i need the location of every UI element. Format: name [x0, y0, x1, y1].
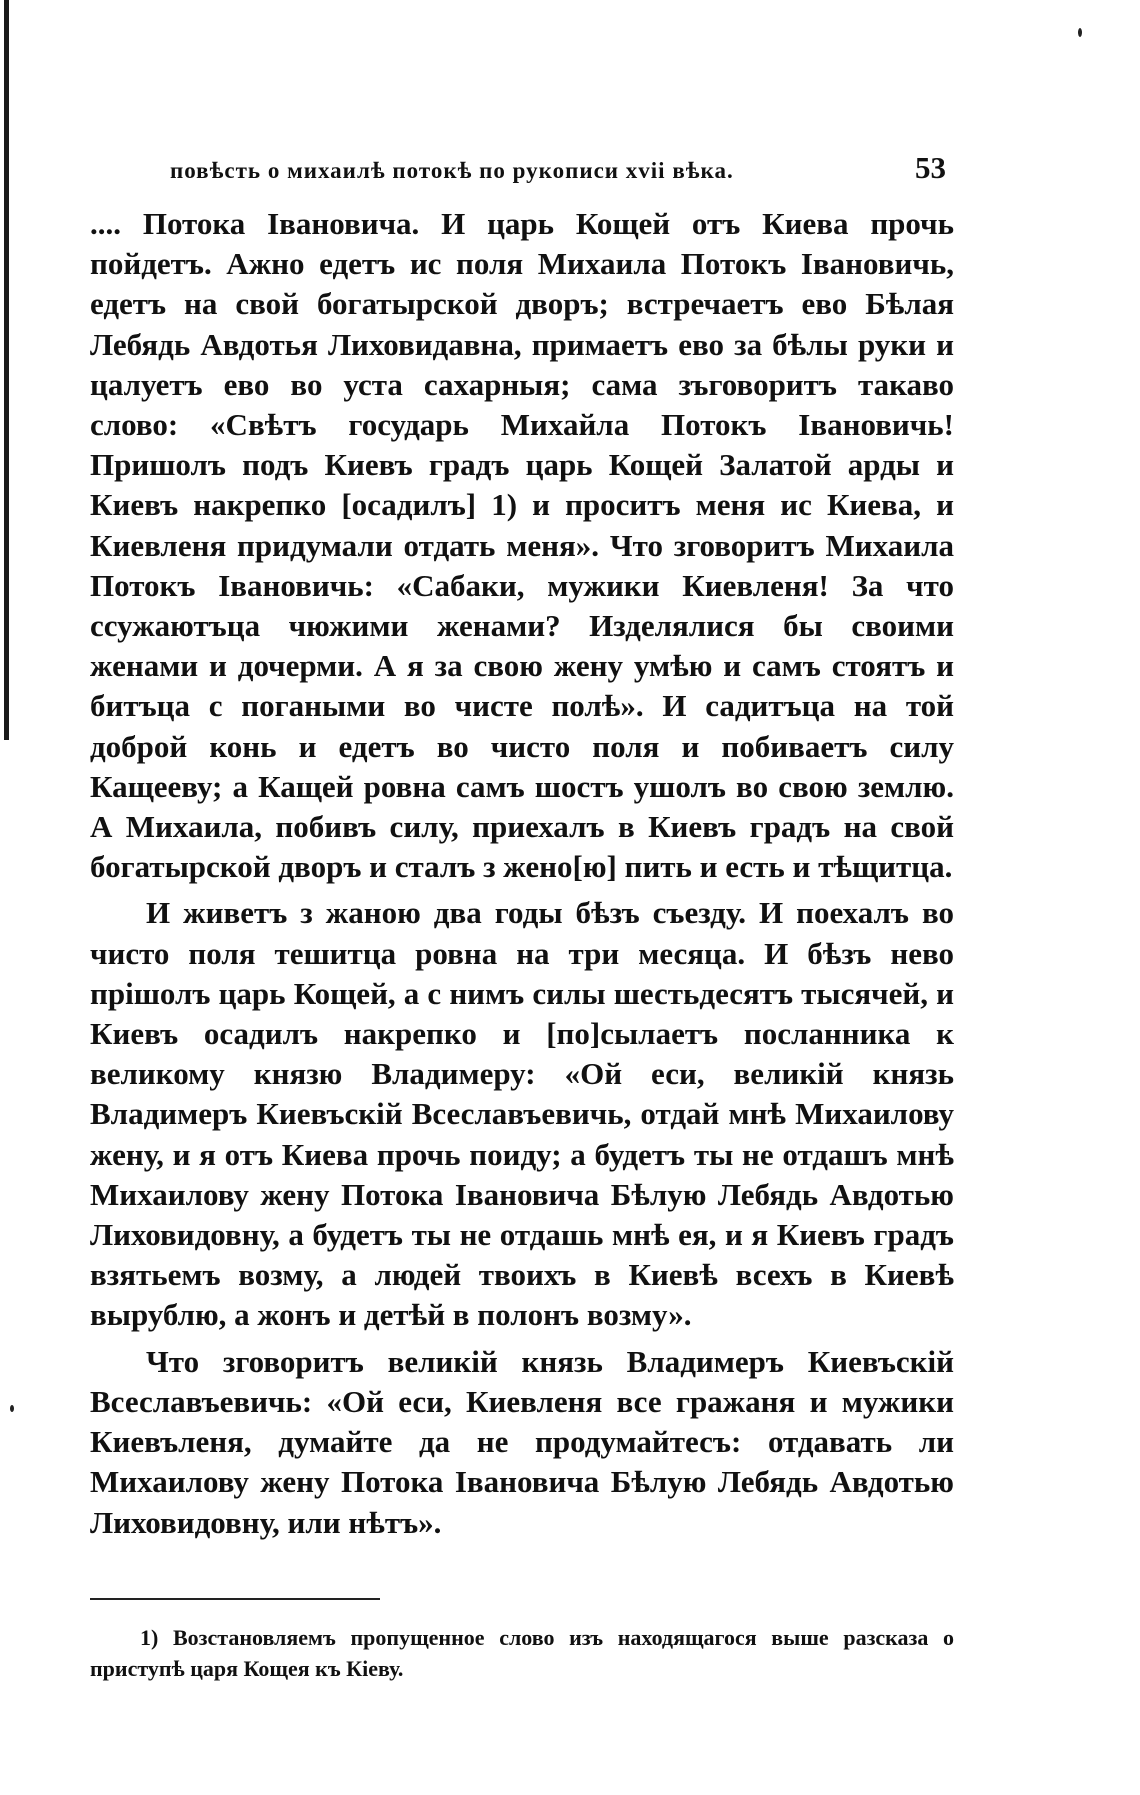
footnote: 1) Возстановляемъ пропущенное слово изъ находящагося выше разсказа о приступѣ царя Кощея къ Кіеву. [90, 1624, 954, 1681]
footnote-divider [90, 1598, 380, 1600]
main-text [90, 204, 954, 1543]
scan-speck [10, 1405, 14, 1412]
paragraph: Что зговоритъ великій князь Владимеръ Киевъскій Всеславъевичь: «Ой еси, Киевленя все гражаня и мужики Киевъленя, думайте да не продумайтесъ: отдавать ли Михаилову жену Потока Івановича Бѣлую Лебядь Авдотью Лиховидовну, или нѣтъ». [90, 1343, 954, 1540]
paragraph: .... Потока Івановича. И царь Кощей отъ Киева прочь пойдетъ. Ажно едетъ ис поля Михаила Потокъ Івановичь, едетъ на свой богатырской дворъ; встречаетъ ево Бѣлая Лебядь Авдотья Лиховидавна, примаетъ ево за бѣлы руки и цалуетъ ево во уста сахарныя; сама зъговоритъ такаво слово: «Свѣтъ государь Михайла Потокъ Івановичь! Пришолъ подъ Киевъ градъ царь Кощей Залатой арды и Киевъ накрепко [осадилъ] 1) и проситъ меня ис Киева, и Киевленя придумали отдать меня». Что зговоритъ Михаила Потокъ Івановичь: «Сабаки, мужики Киевленя! За что ссужаютъца чюжими женами? Изделялися бы своими женами и дочерми. А я за свою жену умѣю и самъ стоятъ и битъца с погаными во чисте полѣ». И садитъца на той доброй конь и едетъ во чисто поля и побиваетъ силу Кащееву; а Кащей ровна самъ шостъ ушолъ во свою землю. А Михаила, побивъ силу, приехалъ в Киевъ градъ на свой богатырской дворъ и сталъ з жено[ю] пить и есть и тѣщитца. [90, 206, 954, 885]
running-header [170, 150, 954, 190]
page-number: 53 [915, 150, 946, 185]
book-page [90, 150, 954, 1684]
page-spine-edge [4, 0, 9, 740]
running-title: повѣсть о михаилѣ потокѣ по рукописи xvii вѣка. [170, 158, 734, 183]
paragraph: И живетъ з жаною два годы бѣзъ съезду. И поехалъ во чисто поля тешитца ровна на три месяца. И бѣзъ нево прішолъ царь Кощей, а с нимъ силы шестьдесятъ тысячей, и Киевъ осадилъ накрепко и [по]сылаетъ посланника к великому князю Владимеру: «Ой еси, великій князь Владимеръ Киевъскій Всеславъевичь, отдай мнѣ Михаилову жену, и я отъ Киева прочь поиду; а будетъ ты не отдашъ мнѣ Михаилову жену Потока Івановича Бѣлую Лебядь Авдотью Лиховидовну, а будетъ ты не отдашь мнѣ ея, и я Киевъ градъ взятьемъ возму, а людей твоихъ в Киевѣ всехъ в Киевѣ вырублю, а жонъ и детѣй в полонъ возму». [90, 895, 954, 1333]
scan-speck [1078, 28, 1082, 37]
